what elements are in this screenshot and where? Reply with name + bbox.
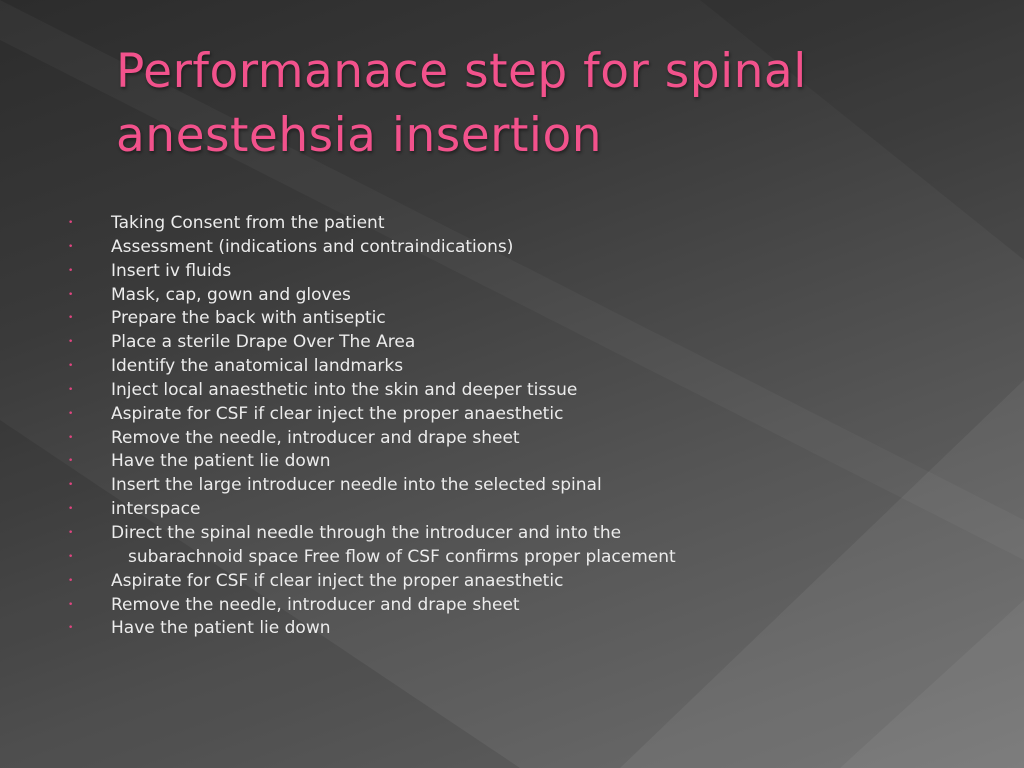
bullet-icon: •: [68, 504, 74, 515]
bullet-text: Direct the spinal needle through the introducer and into the: [111, 522, 622, 543]
list-item: [66, 331, 986, 355]
list-item: [66, 617, 986, 641]
bullet-icon: •: [68, 313, 74, 324]
bullet-icon: •: [68, 623, 74, 634]
bullet-text: Taking Consent from the patient: [111, 213, 385, 233]
bullet-icon: •: [68, 289, 74, 300]
list-item: [66, 522, 986, 546]
list-item: [66, 355, 986, 379]
list-item: [66, 546, 986, 570]
list-item: [66, 307, 986, 331]
bullet-text: Place a sterile Drape Over The Area: [111, 332, 416, 353]
bullet-text: Remove the needle, introducer and drape sheet: [111, 594, 520, 615]
bullet-icon: •: [68, 384, 74, 395]
bullet-text: Mask, cap, gown and gloves: [111, 284, 351, 305]
list-item: [66, 284, 986, 308]
bullet-text: Insert iv fluids: [111, 260, 232, 281]
bullet-text: Have the patient lie down: [111, 451, 331, 472]
bullet-icon: •: [68, 218, 74, 228]
list-item: [66, 594, 986, 618]
bullet-icon: •: [68, 599, 74, 610]
list-item: [66, 260, 986, 284]
bullet-icon: •: [68, 337, 74, 348]
list-item: [66, 570, 986, 594]
bullet-text: Identify the anatomical landmarks: [111, 356, 404, 377]
bullet-text: Remove the needle, introducer and drape sheet: [111, 427, 520, 448]
bullet-icon: •: [68, 480, 74, 491]
bullet-text: Prepare the back with antiseptic: [111, 308, 386, 329]
list-item: [66, 212, 986, 236]
list-item: [66, 379, 986, 403]
bullet-icon: •: [68, 527, 74, 538]
bullet-text: Insert the large introducer needle into the selected spinal: [111, 475, 602, 496]
list-item: [66, 236, 986, 260]
bullet-text: Have the patient lie down: [111, 618, 331, 639]
bullet-icon: •: [68, 408, 74, 419]
bullet-icon: •: [68, 432, 74, 443]
list-item: [66, 403, 986, 427]
bullet-icon: •: [68, 575, 74, 586]
bullet-text: Inject local anaesthetic into the skin and deeper tissue: [111, 379, 578, 400]
list-item: [66, 498, 986, 522]
title-line-2: anestehsia insertion: [116, 108, 603, 163]
list-item: [66, 474, 986, 498]
bullet-icon: •: [68, 551, 74, 562]
bullet-text: Assessment (indications and contraindications): [111, 236, 514, 257]
bullet-icon: •: [68, 241, 74, 252]
bullet-text: subarachnoid space Free flow of CSF confirms proper placement: [128, 546, 676, 567]
bullet-list: [66, 212, 986, 641]
list-item: [66, 450, 986, 474]
bullet-icon: •: [68, 361, 74, 372]
bullet-text: Aspirate for CSF if clear inject the proper anaesthetic: [111, 403, 564, 424]
bullet-icon: •: [68, 265, 74, 276]
list-item: [66, 427, 986, 451]
title-line-1: Performanace step for spinal: [116, 44, 807, 99]
bullet-icon: •: [68, 456, 74, 467]
bullet-text: interspace: [111, 499, 201, 520]
slide-title: [116, 40, 996, 168]
bullet-text: Aspirate for CSF if clear inject the proper anaesthetic: [111, 570, 564, 591]
